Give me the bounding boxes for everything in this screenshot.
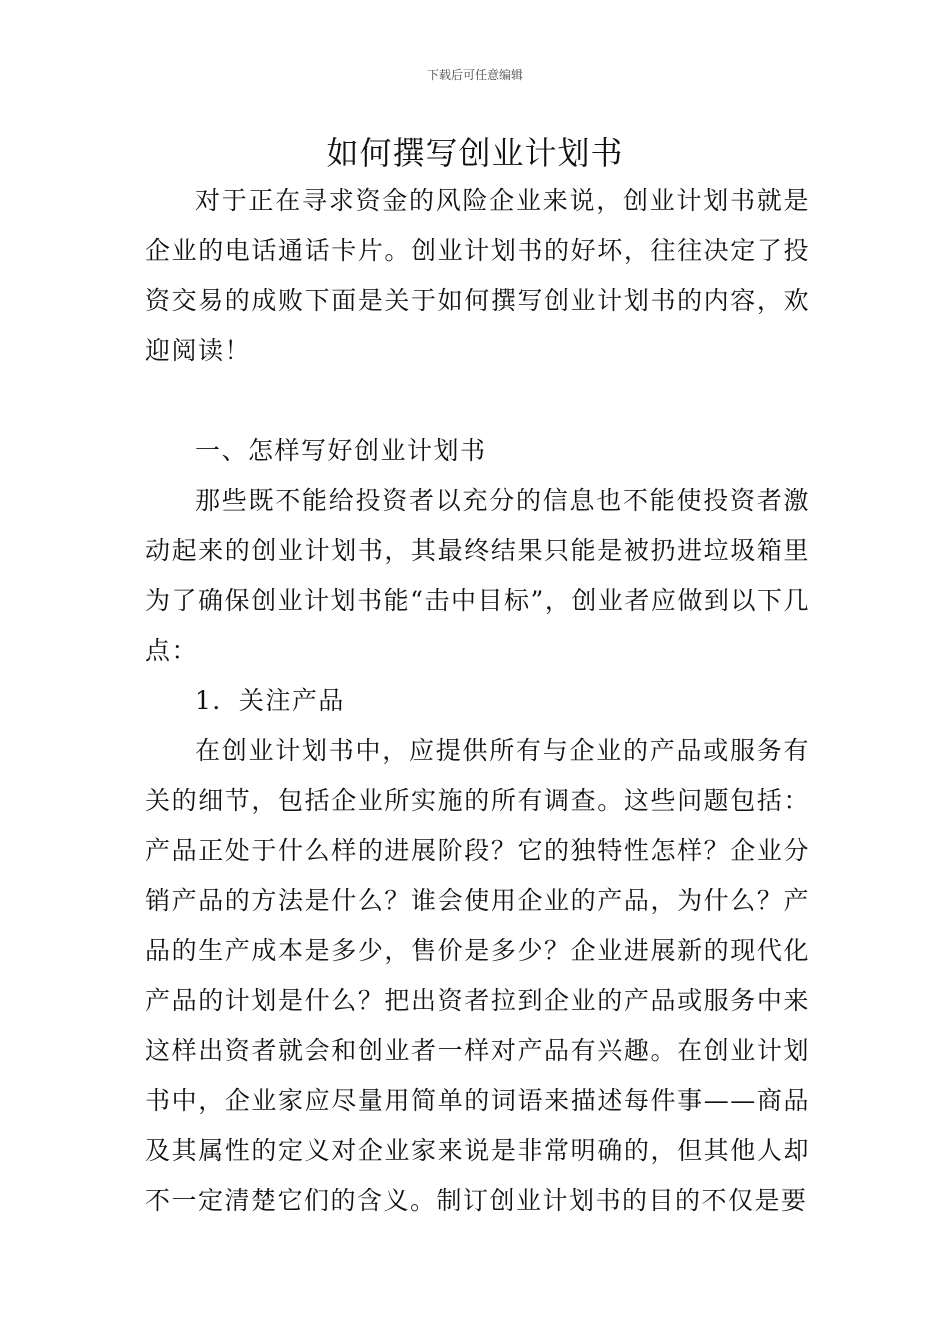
item-paragraph: 在创业计划书中，应提供所有与企业的产品或服务有关的细节，包括企业所实施的所有调查。这些问题包括：产品正处于什么样的进展阶段？它的独特性怎样？企业分销产品的方法是什么？谁会使用企业的产品，为什么？产品的生产成本是多少，售价是多少？企业进展新的现代化产品的计划是什么？把出资者拉到企业的产品或服务中来这样出资者就会和创业者一样对产品有兴趣。在创业计划书中，企业家应尽量用简单的词语来描述每件事——商品及其属性的定义对企业家来说是非常明确的，但其他人却不一定清楚它们的含义。制订创业计划书的目的不仅是要 [145,736,810,1215]
header-note: 下载后可任意编辑 [426,68,523,82]
paragraph-gap [145,376,810,426]
item-heading: 1．关注产品 [195,686,345,715]
page-title: 如何撰写创业计划书 [326,134,624,172]
section-paragraph: 那些既不能给投资者以充分的信息也不能使投资者激动起来的创业计划书，其最终结果只能是被扔进垃圾箱里为了确保创业计划书能“击中目标”，创业者应做到以下几点： [145,486,810,665]
section-heading: 一、怎样写好创业计划书 [195,436,487,465]
document-body [145,176,810,1226]
intro-paragraph: 对于正在寻求资金的风险企业来说，创业计划书就是企业的电话通话卡片。创业计划书的好坏，往往决定了投资交易的成败下面是关于如何撰写创业计划书的内容，欢迎阅读！ [145,186,810,365]
